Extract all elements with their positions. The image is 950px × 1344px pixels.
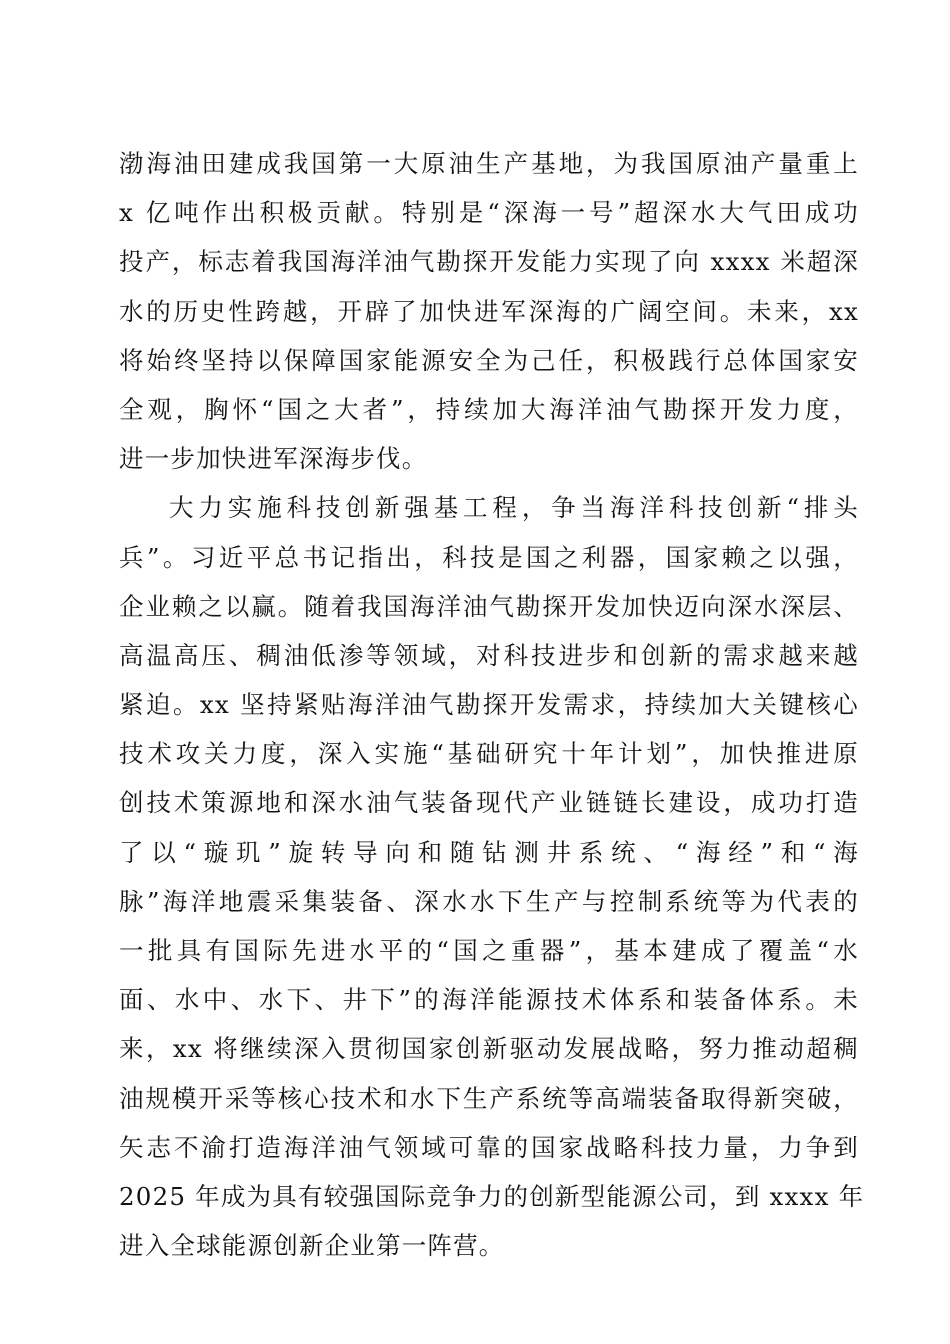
text-line: 一批具有国际先进水平的“国之重器”，基本建成了覆盖“水 xyxy=(119,936,859,965)
paragraph-2 xyxy=(119,483,865,1270)
text-line: 企业赖之以赢。随着我国海洋油气勘探开发加快迈向深水深层、 xyxy=(119,591,859,621)
text-line: 来，xx 将继续深入贯彻国家创新驱动发展战略，努力推动超稠 xyxy=(119,1034,859,1064)
text-line: 了以“璇玑”旋转导向和随钻测井系统、“海经”和“海 xyxy=(119,837,859,867)
text-line: 技术攻关力度，深入实施“基础研究十年计划”，加快推进原 xyxy=(119,739,859,769)
text-line: 2025 年成为具有较强国际竞争力的创新型能源公司，到 xxxx 年 xyxy=(119,1181,865,1211)
text-line: 水的历史性跨越，开辟了加快进军深海的广阔空间。未来，xx xyxy=(119,296,859,326)
text-line: 兵”。习近平总书记指出，科技是国之利器，国家赖之以强， xyxy=(119,542,859,572)
paragraph-1 xyxy=(119,139,859,483)
text-line: 紧迫。xx 坚持紧贴海洋油气勘探开发需求，持续加大关键核心 xyxy=(119,690,859,720)
text-line: 进入全球能源创新企业第一阵营。 xyxy=(119,1231,505,1261)
text-line: 全观，胸怀“国之大者”，持续加大海洋油气勘探开发力度， xyxy=(119,394,859,424)
text-line: 面、水中、水下、井下”的海洋能源技术体系和装备体系。未 xyxy=(119,985,859,1015)
text-line: 创技术策源地和深水油气装备现代产业链链长建设，成功打造 xyxy=(119,788,859,818)
text-line: 油规模开采等核心技术和水下生产系统等高端装备取得新突破， xyxy=(119,1083,859,1113)
text-line: 进一步加快进军深海步伐。 xyxy=(119,444,428,474)
document-body xyxy=(119,139,865,1270)
text-line: 投产，标志着我国海洋油气勘探开发能力实现了向 xxxx 米超深 xyxy=(119,247,859,277)
text-line: 将始终坚持以保障国家能源安全为己任，积极践行总体国家安 xyxy=(119,345,859,375)
text-line: x 亿吨作出积极贡献。特别是“深海一号”超深水大气田成功 xyxy=(119,198,859,228)
text-line: 渤海油田建成我国第一大原油生产基地，为我国原油产量重上 xyxy=(119,149,859,178)
text-line: 矢志不渝打造海洋油气领域可靠的国家战略科技力量，力争到 xyxy=(119,1132,859,1162)
text-line: 高温高压、稠油低渗等领域，对科技进步和创新的需求越来越 xyxy=(119,640,859,670)
text-line: 大力实施科技创新强基工程，争当海洋科技创新“排头 xyxy=(169,493,859,523)
text-line: 脉”海洋地震采集装备、深水水下生产与控制系统等为代表的 xyxy=(119,886,859,916)
